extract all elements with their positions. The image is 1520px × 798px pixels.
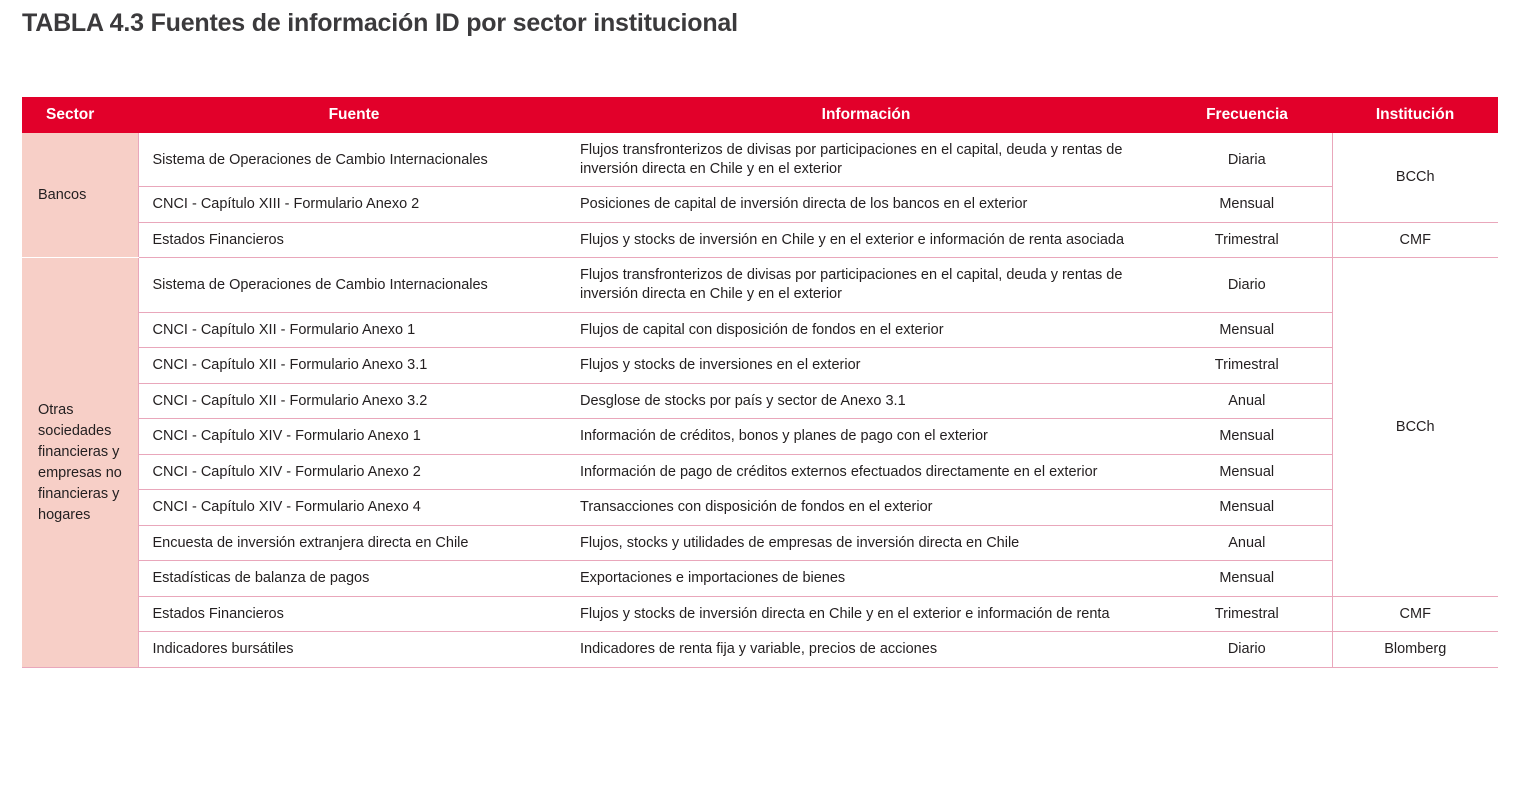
information-cell: Flujos y stocks de inversión directa en Chile y en el exterior e información de renta (570, 596, 1162, 632)
information-sources-table (22, 97, 1498, 668)
table-row (22, 312, 1498, 348)
frequency-cell: Mensual (1162, 490, 1332, 526)
source-cell: Encuesta de inversión extranjera directa en Chile (138, 525, 570, 561)
institution-cell: CMF (1332, 222, 1498, 258)
table-row (22, 490, 1498, 526)
table-row (22, 596, 1498, 632)
information-cell: Flujos de capital con disposición de fondos en el exterior (570, 312, 1162, 348)
source-cell: CNCI - Capítulo XIV - Formulario Anexo 1 (138, 419, 570, 455)
table-header (22, 97, 1498, 133)
frequency-cell: Mensual (1162, 454, 1332, 490)
frequency-cell: Diaria (1162, 133, 1332, 187)
source-cell: CNCI - Capítulo XIV - Formulario Anexo 2 (138, 454, 570, 490)
source-cell: CNCI - Capítulo XIV - Formulario Anexo 4 (138, 490, 570, 526)
sector-label-bancos: Bancos (22, 133, 138, 258)
information-cell: Posiciones de capital de inversión directa de los bancos en el exterior (570, 187, 1162, 223)
source-cell: CNCI - Capítulo XII - Formulario Anexo 3.2 (138, 383, 570, 419)
frequency-cell: Diario (1162, 632, 1332, 668)
column-header-institucion: Institución (1332, 97, 1498, 133)
column-header-fuente: Fuente (138, 97, 570, 133)
table-row (22, 454, 1498, 490)
institution-cell: BCCh (1332, 258, 1498, 596)
table-row (22, 383, 1498, 419)
source-cell: Indicadores bursátiles (138, 632, 570, 668)
table-row (22, 632, 1498, 668)
frequency-cell: Trimestral (1162, 222, 1332, 258)
source-cell: Estados Financieros (138, 222, 570, 258)
information-cell: Flujos transfronterizos de divisas por participaciones en el capital, deuda y rentas de inversión directa en Chile y en el exterior (570, 258, 1162, 312)
information-cell: Exportaciones e importaciones de bienes (570, 561, 1162, 597)
table-row (22, 419, 1498, 455)
frequency-cell: Mensual (1162, 561, 1332, 597)
frequency-cell: Diario (1162, 258, 1332, 312)
column-header-sector: Sector (22, 97, 138, 133)
frequency-cell: Mensual (1162, 312, 1332, 348)
page-title: TABLA 4.3 Fuentes de información ID por sector institucional (22, 9, 738, 37)
information-cell: Transacciones con disposición de fondos en el exterior (570, 490, 1162, 526)
information-cell: Flujos, stocks y utilidades de empresas de inversión directa en Chile (570, 525, 1162, 561)
institution-cell: BCCh (1332, 133, 1498, 222)
information-cell: Desglose de stocks por país y sector de Anexo 3.1 (570, 383, 1162, 419)
institution-cell: CMF (1332, 596, 1498, 632)
institution-cell: Blomberg (1332, 632, 1498, 668)
table-row (22, 133, 1498, 187)
table-row (22, 348, 1498, 384)
source-cell: Estados Financieros (138, 596, 570, 632)
table-row (22, 561, 1498, 597)
source-cell: CNCI - Capítulo XIII - Formulario Anexo 2 (138, 187, 570, 223)
information-cell: Información de créditos, bonos y planes de pago con el exterior (570, 419, 1162, 455)
sector-label-otras: Otras sociedades financieras y empresas no financieras y hogares (22, 258, 138, 668)
column-header-frecuencia: Frecuencia (1162, 97, 1332, 133)
frequency-cell: Trimestral (1162, 596, 1332, 632)
information-cell: Flujos y stocks de inversión en Chile y en el exterior e información de renta asociada (570, 222, 1162, 258)
information-cell: Flujos transfronterizos de divisas por participaciones en el capital, deuda y rentas de inversión directa en Chile y en el exterior (570, 133, 1162, 187)
information-cell: Indicadores de renta fija y variable, precios de acciones (570, 632, 1162, 668)
frequency-cell: Anual (1162, 525, 1332, 561)
column-header-informacion: Información (570, 97, 1162, 133)
source-cell: CNCI - Capítulo XII - Formulario Anexo 3.1 (138, 348, 570, 384)
table-header-row (22, 97, 1498, 133)
table-row (22, 525, 1498, 561)
table-row (22, 187, 1498, 223)
source-cell: Estadísticas de balanza de pagos (138, 561, 570, 597)
frequency-cell: Trimestral (1162, 348, 1332, 384)
frequency-cell: Mensual (1162, 187, 1332, 223)
source-cell: Sistema de Operaciones de Cambio Internacionales (138, 258, 570, 312)
table-row (22, 222, 1498, 258)
table-container (22, 97, 1498, 668)
source-cell: Sistema de Operaciones de Cambio Internacionales (138, 133, 570, 187)
table-body (22, 133, 1498, 667)
source-cell: CNCI - Capítulo XII - Formulario Anexo 1 (138, 312, 570, 348)
table-row (22, 258, 1498, 312)
information-cell: Flujos y stocks de inversiones en el exterior (570, 348, 1162, 384)
information-cell: Información de pago de créditos externos efectuados directamente en el exterior (570, 454, 1162, 490)
frequency-cell: Mensual (1162, 419, 1332, 455)
frequency-cell: Anual (1162, 383, 1332, 419)
